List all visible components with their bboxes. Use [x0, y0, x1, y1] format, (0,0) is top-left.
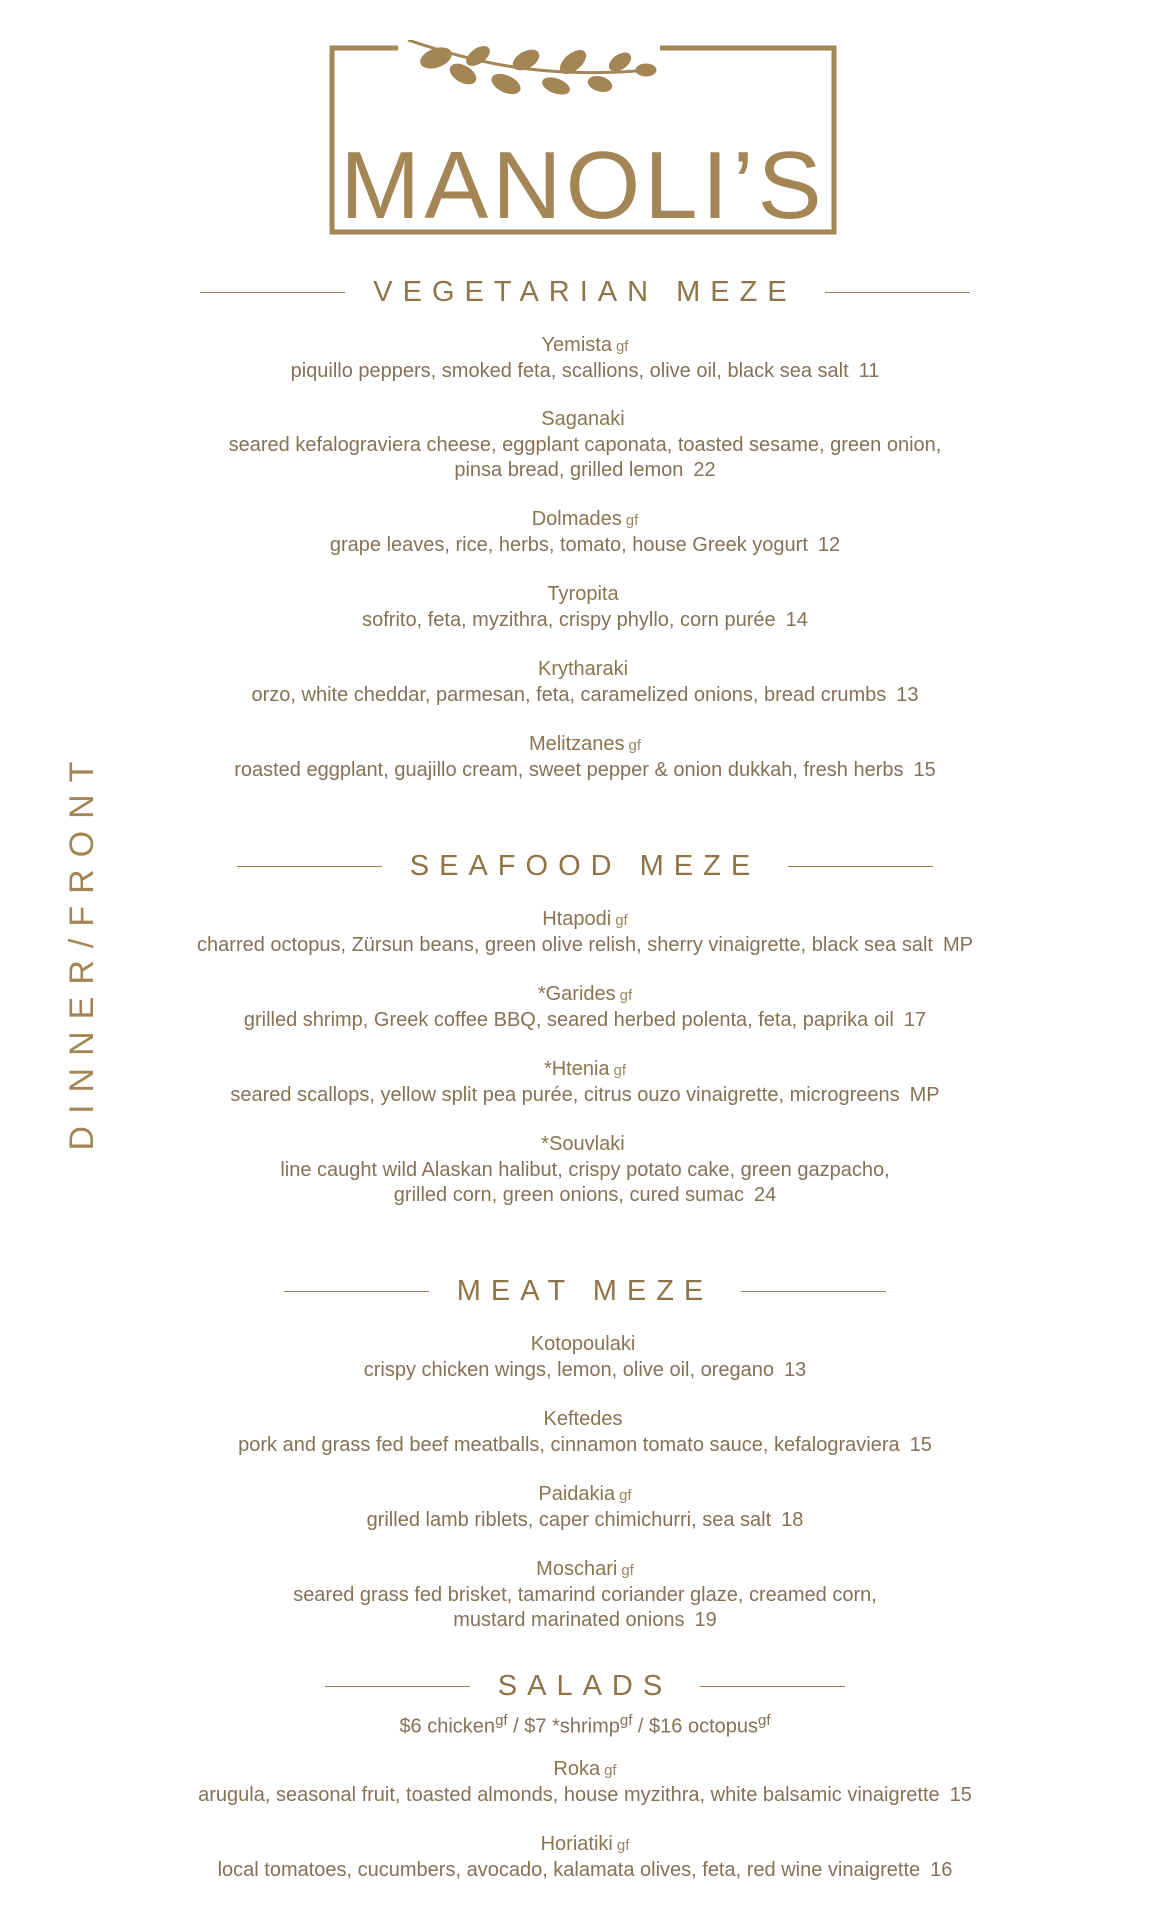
divider: [788, 866, 933, 867]
divider: [741, 1291, 886, 1292]
item-name: Kotopoulaki: [530, 1333, 636, 1355]
gluten-free-tag: gf: [495, 1712, 508, 1729]
menu-item: [120, 982, 1050, 1033]
gluten-free-tag: gf: [628, 737, 642, 754]
gluten-free-tag: gf: [615, 338, 629, 355]
gluten-free-tag: gf: [619, 1487, 632, 1504]
item-description: piquillo peppers, smoked feta, scallions, olive oil, black sea salt: [290, 360, 849, 382]
gluten-free-tag: gf: [625, 512, 639, 529]
divider: [825, 292, 970, 293]
item-description: line caught wild Alaskan halibut, crispy potato cake, green gazpacho, grilled corn, green onions, cured sumac: [280, 1159, 890, 1206]
item-price: 13: [896, 684, 919, 706]
menu-item: [120, 582, 1050, 633]
salad-addons: $6 chicken$^{gf}$ / $7 *shrimp$^{gf}$ / $16 octopus$^{gf}$: [399, 1712, 771, 1738]
item-description: seared scallops, yellow split pea purée, citrus ouzo vinaigrette, microgreens: [230, 1084, 900, 1106]
section-header-salads: [120, 1670, 1050, 1703]
item-price: 12: [817, 534, 841, 556]
item-price: 19: [694, 1609, 717, 1631]
gluten-free-tag: gf: [758, 1712, 771, 1729]
menu-item: [120, 1482, 1050, 1533]
item-description: seared kefalograviera cheese, eggplant caponata, toasted sesame, green onion, pinsa bread, grilled lemon: [228, 434, 942, 481]
gluten-free-tag: gf: [604, 1762, 617, 1779]
addon-label: $16 octopus: [649, 1715, 759, 1738]
divider: [200, 292, 345, 293]
menu-item: [120, 333, 1050, 384]
item-price: 24: [753, 1184, 777, 1206]
olive-branch-icon: [408, 40, 656, 98]
item-description: local tomatoes, cucumbers, avocado, kalamata olives, feta, red wine vinaigrette: [217, 1859, 921, 1881]
item-price: 15: [909, 1434, 932, 1456]
item-price: 15: [913, 759, 936, 781]
item-price: 16: [930, 1859, 953, 1881]
section-title: SEAFOOD MEZE: [409, 850, 761, 882]
gluten-free-tag: gf: [619, 987, 633, 1004]
item-price: MP: [909, 1084, 940, 1106]
item-description: charred octopus, Zürsun beans, green olive relish, sherry vinaigrette, black sea salt: [197, 934, 933, 956]
gluten-free-tag: gf: [616, 1837, 630, 1854]
item-name: Tyropita: [547, 583, 619, 605]
item-price: 11: [858, 360, 880, 382]
gluten-free-tag: gf: [613, 1062, 627, 1079]
menu-item: [120, 732, 1050, 783]
item-description: roasted eggplant, guajillo cream, sweet pepper & onion dukkah, fresh herbs: [234, 759, 904, 781]
item-price: 17: [903, 1009, 927, 1031]
item-name: Yemista: [541, 334, 612, 356]
item-description: grilled shrimp, Greek coffee BBQ, seared herbed polenta, feta, paprika oil: [243, 1009, 894, 1031]
gluten-free-tag: gf: [621, 1562, 634, 1579]
restaurant-logo: [328, 40, 838, 239]
item-price: 22: [693, 459, 716, 481]
menu-item: [120, 657, 1050, 708]
menu-item: [120, 1407, 1050, 1458]
item-name: Roka: [553, 1758, 601, 1780]
menu-item: [120, 1332, 1050, 1383]
item-price: MP: [942, 934, 973, 956]
section-title: VEGETARIAN MEZE: [373, 276, 797, 308]
menu-item: [120, 1057, 1050, 1108]
menu-item: [120, 1557, 1050, 1633]
item-name: Krytharaki: [537, 658, 629, 680]
section-header-vegetarian: [120, 276, 1050, 309]
section-header-meat: [120, 1275, 1050, 1308]
item-description: grape leaves, rice, herbs, tomato, house Greek yogurt: [329, 534, 808, 556]
item-price: 13: [783, 1359, 807, 1381]
item-name: *Htenia: [543, 1058, 610, 1080]
item-name: Horiatiki: [540, 1833, 613, 1855]
menu-item: [120, 907, 1050, 958]
menu-item: [120, 1132, 1050, 1208]
menu-side-label: DINNER/FRONT: [63, 749, 101, 1151]
item-name: *Souvlaki: [541, 1133, 625, 1155]
menu-item: [120, 1832, 1050, 1883]
brand-name: MANOLI’S: [340, 132, 826, 239]
menu-item: [120, 507, 1050, 558]
item-name: Dolmades: [531, 508, 622, 530]
item-description: seared grass fed brisket, tamarind coriander glaze, creamed corn, mustard marinated onions: [293, 1584, 877, 1631]
gluten-free-tag: gf: [619, 1712, 633, 1729]
item-price: 15: [949, 1784, 972, 1806]
item-price: 14: [785, 609, 808, 631]
item-description: orzo, white cheddar, parmesan, feta, caramelized onions, bread crumbs: [251, 684, 887, 706]
addon-label: $6 chicken: [399, 1715, 496, 1738]
item-price: 18: [781, 1509, 804, 1531]
item-description: arugula, seasonal fruit, toasted almonds, house myzithra, white balsamic vinaigrette: [198, 1784, 940, 1806]
item-name: Moschari: [536, 1558, 618, 1580]
item-description: crispy chicken wings, lemon, olive oil, oregano: [363, 1359, 774, 1381]
item-name: Htapodi: [542, 908, 612, 930]
item-name: Keftedes: [543, 1408, 623, 1430]
item-name: Paidakia: [538, 1483, 616, 1505]
item-description: pork and grass fed beef meatballs, cinnamon tomato sauce, kefalograviera: [238, 1434, 900, 1456]
item-description: sofrito, feta, myzithra, crispy phyllo, corn purée: [362, 609, 776, 631]
divider: [700, 1686, 845, 1687]
section-title: MEAT MEZE: [456, 1275, 714, 1307]
menu-item: [120, 407, 1050, 483]
divider: [325, 1686, 470, 1687]
section-title: SALADS: [497, 1670, 673, 1702]
divider: [284, 1291, 429, 1292]
divider: [237, 866, 382, 867]
gluten-free-tag: gf: [615, 912, 628, 929]
menu-item: [120, 1757, 1050, 1808]
item-name: Saganaki: [541, 408, 625, 430]
item-name: *Garides: [537, 983, 616, 1005]
section-header-seafood: [120, 850, 1050, 883]
addon-label: $7 *shrimp: [524, 1715, 620, 1738]
item-description: grilled lamb riblets, caper chimichurri, sea salt: [366, 1509, 772, 1531]
item-name: Melitzanes: [528, 733, 625, 755]
